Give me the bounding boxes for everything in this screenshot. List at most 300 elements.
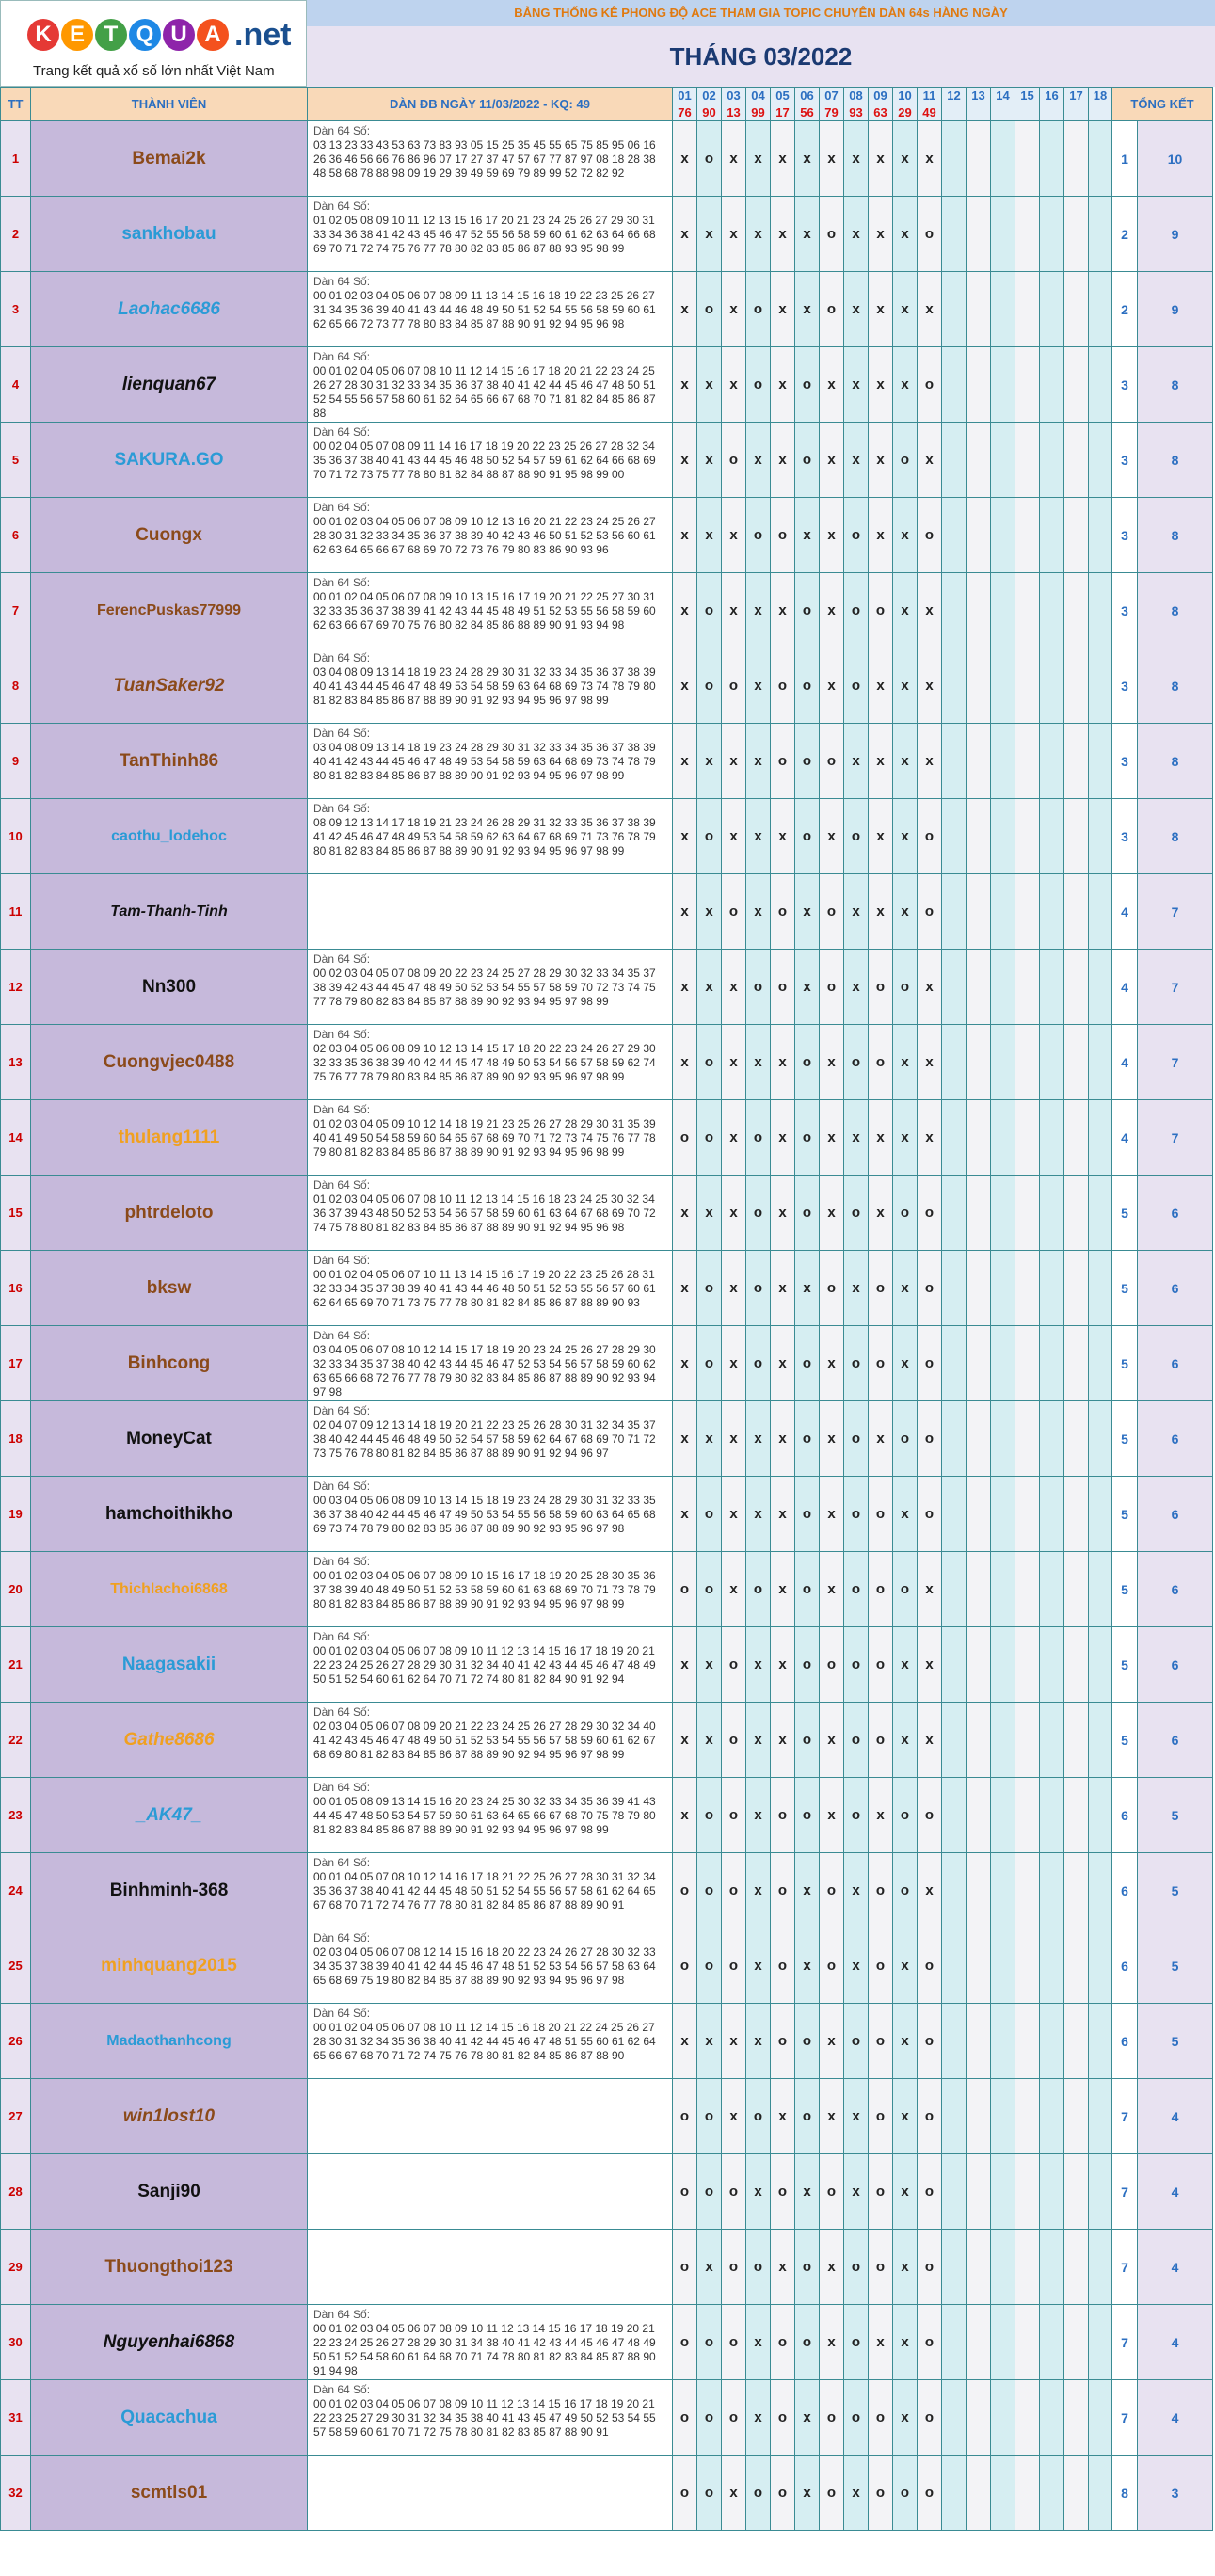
day-mark: x xyxy=(893,272,918,347)
day-mark: x xyxy=(722,1025,746,1100)
day-mark: x xyxy=(746,2305,771,2380)
day-mark xyxy=(1040,1778,1064,1853)
day-mark: x xyxy=(918,648,942,724)
day-mark: x xyxy=(722,1552,746,1627)
member-name[interactable]: Cuongvjec0488 xyxy=(31,1025,308,1100)
day-result: 49 xyxy=(918,104,942,121)
day-mark: x xyxy=(771,347,795,423)
member-name[interactable]: MoneyCat xyxy=(31,1401,308,1477)
day-mark: o xyxy=(697,1778,722,1853)
day-header: 10 xyxy=(893,88,918,104)
member-name[interactable]: _AK47_ xyxy=(31,1778,308,1853)
day-mark: x xyxy=(673,272,697,347)
day-mark: x xyxy=(893,2230,918,2305)
day-mark: o xyxy=(722,2230,746,2305)
member-name[interactable]: minhquang2015 xyxy=(31,1928,308,2004)
day-mark: x xyxy=(820,1477,844,1552)
day-mark xyxy=(1089,1627,1112,1703)
day-mark xyxy=(1089,272,1112,347)
dan-values: 02 03 04 05 06 07 08 12 14 15 16 18 20 22 23 24 26 27 28 30 32 33 34 35 37 38 39 40 41 42 44 45 46 47 48 51 52 53 54 56 57 58 63 64 65 68 69 75 19 80 82 84 85 87 88 89 90 92 93 94 95 96 97 98 xyxy=(313,1945,656,1987)
day-mark: o xyxy=(746,1176,771,1251)
member-name[interactable]: sankhobau xyxy=(31,197,308,272)
logo-letter: U xyxy=(163,19,195,51)
day-mark xyxy=(1040,423,1064,498)
day-mark xyxy=(967,1401,991,1477)
day-mark: o xyxy=(673,1853,697,1928)
day-mark: o xyxy=(844,648,869,724)
row-number: 19 xyxy=(1,1477,31,1552)
day-mark: x xyxy=(844,2154,869,2230)
day-mark xyxy=(991,423,1015,498)
day-mark: o xyxy=(918,498,942,573)
day-mark: o xyxy=(795,573,820,648)
day-mark: x xyxy=(844,347,869,423)
row-number: 21 xyxy=(1,1627,31,1703)
member-name[interactable]: phtrdeloto xyxy=(31,1176,308,1251)
row-number: 12 xyxy=(1,950,31,1025)
day-mark xyxy=(991,272,1015,347)
miss-count: 6 xyxy=(1138,1251,1213,1326)
member-name[interactable]: Bemai2k xyxy=(31,121,308,197)
day-mark xyxy=(967,1703,991,1778)
table-row xyxy=(1,1552,1213,1627)
day-mark xyxy=(1040,1251,1064,1326)
member-name[interactable]: SAKURA.GO xyxy=(31,423,308,498)
day-mark xyxy=(1015,2004,1040,2079)
day-mark: x xyxy=(869,1176,893,1251)
day-mark: x xyxy=(771,1176,795,1251)
table-row xyxy=(1,197,1213,272)
member-name[interactable]: Laohac6686 xyxy=(31,272,308,347)
dan-numbers xyxy=(308,2305,673,2380)
dan-numbers xyxy=(308,2154,673,2230)
logo-mark xyxy=(27,12,291,57)
day-mark xyxy=(967,498,991,573)
day-mark xyxy=(991,1552,1015,1627)
member-name[interactable]: Thuongthoi123 xyxy=(31,2230,308,2305)
day-mark: x xyxy=(795,1928,820,2004)
day-mark: o xyxy=(673,2230,697,2305)
day-mark xyxy=(1064,2154,1089,2230)
day-mark xyxy=(942,874,967,950)
day-mark xyxy=(1089,724,1112,799)
day-mark: x xyxy=(771,2230,795,2305)
day-mark: x xyxy=(673,724,697,799)
day-mark: x xyxy=(673,1477,697,1552)
dan-numbers xyxy=(308,1928,673,2004)
day-mark xyxy=(1089,799,1112,874)
day-mark: x xyxy=(795,1853,820,1928)
day-mark: o xyxy=(918,2380,942,2456)
day-mark: x xyxy=(893,498,918,573)
day-mark: x xyxy=(795,272,820,347)
day-mark xyxy=(942,347,967,423)
day-mark: x xyxy=(771,272,795,347)
day-mark: x xyxy=(722,799,746,874)
member-name[interactable]: Quacachua xyxy=(31,2380,308,2456)
hit-count: 4 xyxy=(1112,874,1138,950)
day-mark: o xyxy=(673,1552,697,1627)
day-result: 93 xyxy=(844,104,869,121)
table-row xyxy=(1,648,1213,724)
day-mark: x xyxy=(869,272,893,347)
hit-count: 4 xyxy=(1112,950,1138,1025)
day-mark: o xyxy=(722,2380,746,2456)
day-mark xyxy=(1089,1928,1112,2004)
member-name[interactable]: Binhcong xyxy=(31,1326,308,1401)
day-mark: x xyxy=(697,1703,722,1778)
hit-count: 5 xyxy=(1112,1326,1138,1401)
day-mark: o xyxy=(697,648,722,724)
day-mark xyxy=(1040,799,1064,874)
day-mark: x xyxy=(746,1401,771,1477)
header-member: THÀNH VIÊN xyxy=(31,88,308,121)
row-number: 28 xyxy=(1,2154,31,2230)
table-row xyxy=(1,2230,1213,2305)
day-mark xyxy=(1040,1853,1064,1928)
day-mark xyxy=(967,2305,991,2380)
table-row xyxy=(1,799,1213,874)
hit-count: 5 xyxy=(1112,1477,1138,1552)
hit-count: 7 xyxy=(1112,2079,1138,2154)
day-mark: o xyxy=(771,2305,795,2380)
site-logo[interactable] xyxy=(0,0,307,87)
dan-label: Dàn 64 Số: xyxy=(313,1329,371,1342)
row-number: 2 xyxy=(1,197,31,272)
member-name[interactable]: Gathe8686 xyxy=(31,1703,308,1778)
day-mark: o xyxy=(771,1853,795,1928)
logo-letter: K xyxy=(27,19,59,51)
logo-letter: A xyxy=(197,19,229,51)
day-mark xyxy=(1089,2004,1112,2079)
day-mark: o xyxy=(869,2154,893,2230)
day-mark: o xyxy=(746,950,771,1025)
day-mark xyxy=(1040,1176,1064,1251)
day-mark xyxy=(942,1477,967,1552)
day-mark: o xyxy=(820,2154,844,2230)
day-mark: x xyxy=(722,498,746,573)
dan-numbers xyxy=(308,347,673,423)
day-mark: x xyxy=(673,573,697,648)
day-mark: x xyxy=(697,197,722,272)
miss-count: 9 xyxy=(1138,197,1213,272)
day-mark: o xyxy=(918,197,942,272)
dan-numbers xyxy=(308,2004,673,2079)
dan-numbers xyxy=(308,272,673,347)
day-mark xyxy=(991,347,1015,423)
day-mark xyxy=(991,1928,1015,2004)
hit-count: 2 xyxy=(1112,197,1138,272)
day-mark: x xyxy=(820,1401,844,1477)
day-mark: o xyxy=(697,1251,722,1326)
member-name[interactable]: Naagasakii xyxy=(31,1627,308,1703)
miss-count: 4 xyxy=(1138,2154,1213,2230)
dan-label: Dàn 64 Số: xyxy=(313,727,371,740)
dan-label: Dàn 64 Số: xyxy=(313,501,371,514)
day-header: 16 xyxy=(1040,88,1064,104)
day-mark xyxy=(1015,1928,1040,2004)
hit-count: 6 xyxy=(1112,2004,1138,2079)
day-mark: x xyxy=(673,423,697,498)
member-name[interactable]: Tam-Thanh-Tinh xyxy=(31,874,308,950)
day-mark: o xyxy=(869,2079,893,2154)
day-mark: x xyxy=(893,799,918,874)
member-name[interactable]: Madaothanhcong xyxy=(31,2004,308,2079)
table-row xyxy=(1,2154,1213,2230)
day-result: 76 xyxy=(673,104,697,121)
day-mark: x xyxy=(746,1025,771,1100)
dan-values: 00 01 02 03 04 05 06 07 08 09 10 12 13 16 20 21 22 23 24 25 26 27 28 30 31 32 33 34 35 36 37 38 39 40 42 43 46 50 51 52 53 56 60 61 62 63 64 65 66 67 68 69 70 72 73 76 79 80 83 86 90 93 96 xyxy=(313,515,656,556)
day-header: 15 xyxy=(1015,88,1040,104)
hit-count: 7 xyxy=(1112,2380,1138,2456)
header-total: TỔNG KẾT xyxy=(1112,88,1213,121)
day-mark: x xyxy=(771,799,795,874)
dan-label: Dàn 64 Số: xyxy=(313,1254,371,1267)
day-mark: o xyxy=(795,1326,820,1401)
dan-numbers xyxy=(308,950,673,1025)
dan-label: Dàn 64 Số: xyxy=(313,2383,371,2396)
member-name[interactable]: Nguyenhai6868 xyxy=(31,2305,308,2380)
day-mark xyxy=(1015,197,1040,272)
day-mark: x xyxy=(795,197,820,272)
day-mark: o xyxy=(918,2154,942,2230)
day-mark: o xyxy=(697,1100,722,1176)
day-mark: x xyxy=(820,1025,844,1100)
hit-count: 5 xyxy=(1112,1703,1138,1778)
dan-values: 08 09 12 13 14 17 18 19 21 23 24 26 28 29 31 32 33 35 36 37 38 39 41 42 45 46 47 48 49 53 54 58 59 62 63 64 67 68 69 71 73 76 78 79 80 81 82 83 84 85 86 87 88 89 90 91 92 93 94 95 96 97 98 99 xyxy=(313,816,656,857)
member-name[interactable]: thulang1111 xyxy=(31,1100,308,1176)
day-mark xyxy=(1015,1853,1040,1928)
member-name[interactable]: lienquan67 xyxy=(31,347,308,423)
dan-numbers xyxy=(308,1176,673,1251)
day-mark xyxy=(1064,272,1089,347)
day-mark: x xyxy=(722,1100,746,1176)
day-mark xyxy=(1015,1477,1040,1552)
day-mark: x xyxy=(722,950,746,1025)
day-mark: o xyxy=(722,874,746,950)
member-name[interactable]: TuanSaker92 xyxy=(31,648,308,724)
day-mark xyxy=(967,724,991,799)
day-mark: o xyxy=(722,648,746,724)
day-mark: o xyxy=(844,2004,869,2079)
day-mark xyxy=(1064,1326,1089,1401)
day-mark xyxy=(1040,2004,1064,2079)
day-mark: x xyxy=(844,2079,869,2154)
day-mark: x xyxy=(918,573,942,648)
day-mark: o xyxy=(820,2380,844,2456)
day-mark: o xyxy=(673,2456,697,2531)
miss-count: 5 xyxy=(1138,1928,1213,2004)
member-name[interactable]: scmtls01 xyxy=(31,2456,308,2531)
day-mark: o xyxy=(844,1552,869,1627)
dan-label: Dàn 64 Số: xyxy=(313,1931,371,1944)
day-mark xyxy=(1089,1477,1112,1552)
member-name[interactable]: bksw xyxy=(31,1251,308,1326)
day-mark xyxy=(1089,2079,1112,2154)
day-mark: o xyxy=(918,874,942,950)
day-mark: x xyxy=(771,1025,795,1100)
day-result: 56 xyxy=(795,104,820,121)
day-mark xyxy=(1064,1025,1089,1100)
row-number: 6 xyxy=(1,498,31,573)
day-mark: x xyxy=(893,1025,918,1100)
day-mark xyxy=(1040,272,1064,347)
day-header: 17 xyxy=(1064,88,1089,104)
day-mark xyxy=(967,1025,991,1100)
day-mark: x xyxy=(820,2004,844,2079)
day-result: 63 xyxy=(869,104,893,121)
member-name[interactable]: caothu_lodehoc xyxy=(31,799,308,874)
day-mark: x xyxy=(918,1703,942,1778)
day-mark: x xyxy=(893,1251,918,1326)
day-mark: x xyxy=(771,1477,795,1552)
day-mark: x xyxy=(893,874,918,950)
day-mark: o xyxy=(820,1627,844,1703)
day-mark: o xyxy=(795,1552,820,1627)
day-mark: x xyxy=(771,1552,795,1627)
row-number: 29 xyxy=(1,2230,31,2305)
day-mark: o xyxy=(746,272,771,347)
day-mark: o xyxy=(697,1853,722,1928)
row-number: 24 xyxy=(1,1853,31,1928)
day-mark: x xyxy=(795,121,820,197)
hit-count: 3 xyxy=(1112,724,1138,799)
day-header: 04 xyxy=(746,88,771,104)
day-mark xyxy=(1089,1778,1112,1853)
day-mark: o xyxy=(795,2305,820,2380)
day-mark: o xyxy=(820,2456,844,2531)
day-mark: o xyxy=(795,799,820,874)
member-name[interactable]: TanThinh86 xyxy=(31,724,308,799)
dan-values: 00 03 04 05 06 08 09 10 13 14 15 18 19 23 24 28 29 30 31 32 33 35 36 37 38 40 42 44 45 46 47 49 50 53 54 55 56 58 59 60 63 64 65 68 69 73 74 78 79 80 82 83 85 86 87 88 89 90 92 93 95 96 97 98 xyxy=(313,1494,656,1535)
dan-numbers xyxy=(308,648,673,724)
day-mark xyxy=(967,2230,991,2305)
hit-count: 5 xyxy=(1112,1401,1138,1477)
day-mark xyxy=(967,648,991,724)
day-mark: o xyxy=(869,2456,893,2531)
table-row xyxy=(1,2079,1213,2154)
day-mark: x xyxy=(844,1928,869,2004)
day-mark xyxy=(942,2079,967,2154)
miss-count: 9 xyxy=(1138,272,1213,347)
day-mark xyxy=(967,799,991,874)
day-mark: o xyxy=(820,1853,844,1928)
day-mark: x xyxy=(697,347,722,423)
member-name[interactable]: Sanji90 xyxy=(31,2154,308,2230)
day-mark xyxy=(967,1778,991,1853)
row-number: 31 xyxy=(1,2380,31,2456)
row-number: 9 xyxy=(1,724,31,799)
day-mark xyxy=(991,2004,1015,2079)
day-mark: x xyxy=(722,724,746,799)
day-mark: x xyxy=(697,950,722,1025)
day-mark xyxy=(991,2456,1015,2531)
day-mark: o xyxy=(746,1326,771,1401)
day-mark: o xyxy=(771,498,795,573)
day-mark: o xyxy=(918,1401,942,1477)
day-mark xyxy=(991,2079,1015,2154)
day-mark xyxy=(942,1627,967,1703)
day-mark: o xyxy=(869,1627,893,1703)
day-mark xyxy=(991,1703,1015,1778)
day-mark: x xyxy=(697,1627,722,1703)
day-mark: x xyxy=(746,2004,771,2079)
day-mark: o xyxy=(820,197,844,272)
row-number: 4 xyxy=(1,347,31,423)
day-mark: o xyxy=(844,799,869,874)
member-name[interactable]: Binhminh-368 xyxy=(31,1853,308,1928)
row-number: 26 xyxy=(1,2004,31,2079)
miss-count: 8 xyxy=(1138,573,1213,648)
member-name[interactable]: Nn300 xyxy=(31,950,308,1025)
day-mark: o xyxy=(697,121,722,197)
table-row xyxy=(1,1853,1213,1928)
day-mark: x xyxy=(771,2079,795,2154)
day-mark xyxy=(1089,1176,1112,1251)
day-header: 12 xyxy=(942,88,967,104)
day-mark: x xyxy=(771,573,795,648)
day-mark xyxy=(1015,121,1040,197)
day-mark xyxy=(1040,1326,1064,1401)
day-mark xyxy=(967,1627,991,1703)
logo-net: .net xyxy=(234,16,292,53)
day-mark: x xyxy=(869,799,893,874)
day-mark: x xyxy=(746,1928,771,2004)
day-mark: o xyxy=(918,1477,942,1552)
day-mark: x xyxy=(893,1928,918,2004)
day-mark: x xyxy=(893,2380,918,2456)
miss-count: 7 xyxy=(1138,1100,1213,1176)
table-row xyxy=(1,1928,1213,2004)
member-name[interactable]: Cuongx xyxy=(31,498,308,573)
day-mark xyxy=(967,197,991,272)
day-mark xyxy=(967,272,991,347)
member-name[interactable]: hamchoithikho xyxy=(31,1477,308,1552)
day-mark xyxy=(1064,950,1089,1025)
day-mark: x xyxy=(869,724,893,799)
dan-values: 00 01 04 05 07 08 10 12 14 16 17 18 21 22 25 26 27 28 30 31 32 34 35 36 37 38 40 41 42 44 45 48 50 51 52 54 55 56 57 58 61 62 64 65 67 68 70 71 72 74 76 77 78 80 81 82 84 85 86 87 88 89 90 91 xyxy=(313,1870,656,1912)
hit-count: 3 xyxy=(1112,423,1138,498)
day-mark xyxy=(1040,2230,1064,2305)
day-mark: o xyxy=(820,950,844,1025)
day-mark: o xyxy=(795,2004,820,2079)
day-mark: o xyxy=(893,2456,918,2531)
day-mark: o xyxy=(893,1176,918,1251)
member-name[interactable]: FerencPuskas77999 xyxy=(31,573,308,648)
day-mark xyxy=(1040,121,1064,197)
day-mark xyxy=(1089,347,1112,423)
logo-tagline: Trang kết quả xổ số lớn nhất Việt Nam xyxy=(33,63,275,79)
day-mark xyxy=(1015,1100,1040,1176)
dan-values: 03 04 08 09 13 14 18 19 23 24 28 29 30 31 32 33 34 35 36 37 38 39 40 41 42 43 44 45 46 47 48 49 53 54 58 59 63 64 68 69 73 74 78 79 80 81 82 83 84 85 86 87 88 89 90 91 92 93 94 95 96 97 98 99 xyxy=(313,741,656,782)
day-mark: x xyxy=(820,423,844,498)
miss-count: 8 xyxy=(1138,799,1213,874)
dan-values: 00 01 02 03 04 05 06 07 08 09 10 11 12 13 14 15 16 17 18 19 20 21 22 23 24 25 26 27 28 29 30 31 34 38 40 41 42 43 44 45 46 47 48 49 50 51 52 54 58 60 61 64 68 70 71 74 78 80 81 82 83 84 85 87 88 90 91 94 98 xyxy=(313,2322,656,2377)
day-mark xyxy=(991,573,1015,648)
day-mark: o xyxy=(844,1703,869,1778)
day-mark: o xyxy=(820,874,844,950)
day-mark xyxy=(942,1326,967,1401)
table-row xyxy=(1,950,1213,1025)
day-mark xyxy=(967,874,991,950)
day-mark xyxy=(942,2004,967,2079)
day-mark xyxy=(967,1853,991,1928)
day-mark: x xyxy=(820,347,844,423)
member-name[interactable]: win1lost10 xyxy=(31,2079,308,2154)
dan-label: Dàn 64 Số: xyxy=(313,1705,371,1719)
day-mark xyxy=(1089,2230,1112,2305)
member-name[interactable]: Thichlachoi6868 xyxy=(31,1552,308,1627)
